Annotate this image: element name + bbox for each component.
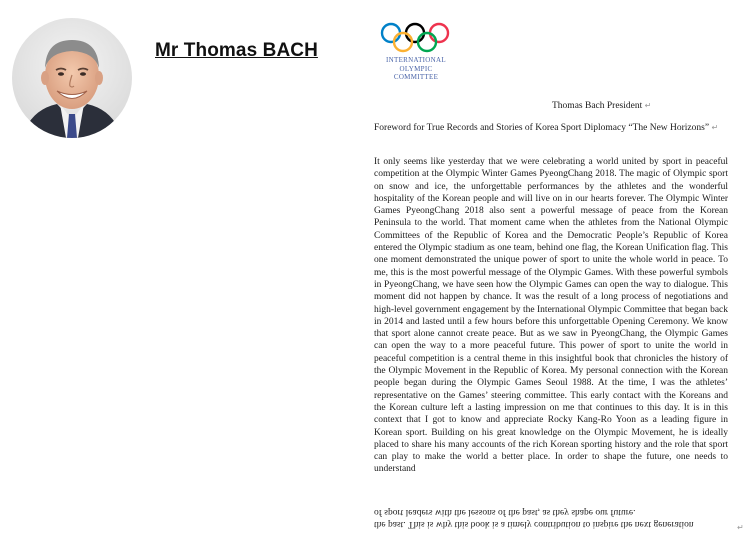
ioc-wordmark-line2: OLYMPIC	[399, 64, 433, 73]
ring-red	[430, 24, 448, 42]
ioc-wordmark-line3: COMMITTEE	[393, 73, 439, 81]
ring-black	[406, 24, 424, 42]
ioc-wordmark	[378, 56, 454, 82]
flipped-line-2: of sport leaders with the lessons of the past, as they shape our future.	[374, 507, 636, 517]
ring-green	[418, 33, 436, 51]
letter-title	[374, 122, 728, 135]
ioc-logo	[378, 22, 458, 92]
flipped-text-block	[374, 506, 728, 530]
flipped-line-1: the past. This is why this book is a timely contribution to inspire the next generation	[374, 519, 694, 529]
signature-text: Thomas Bach President	[552, 101, 643, 111]
paragraph-mark-icon: ↵	[711, 123, 719, 132]
paragraph-mark-icon: ↵	[644, 101, 652, 110]
portrait-photo	[12, 18, 132, 138]
paragraph-mark-icon: ↵	[737, 523, 744, 532]
letter-body-paragraph: It only seems like yesterday that we were celebrating a world united by sport in peaceful competition at the Olympic Winter Games PyeongChang 2018. The magic of Olympic sport on snow and ice, the unforgettable performances by the athletes and the wonderful hospitality of the Korean people and will live on in our hearts forever. The Olympic Winter Games PyeongChang 2018 also sent a powerful message of peace from the Korean Peninsula to the world. That moment came when the athletes from the National Olympic Committees of the Republic of Korea and the Democratic People’s Republic of Korea entered the Olympic stadium as one team, behind one flag, the Korean Unification flag. This one moment demonstrated the unique power of sport to unite the whole world in peace. To me, this is the most powerful message of the Olympic Games. With these powerful symbols in PyeongChang, we have seen how the Olympic Games can open the way to dialogue. This moment did not happen by chance. It was the result of a long process of negotiations and high-level government engagement by the International Olympic Committee that began back in 2014 and lasted until a few hours before this unforgettable Opening Ceremony. We know that sport alone cannot create peace. But as we saw in PyeongChang, the Olympic Games can open the way to a more peaceful future. This power of sport to unite the world in peaceful competition is a central theme in this insightful book that chronicles the history of the Olympic Movement in the Republic of Korea. My personal connection with the Korean people began during the Olympic Games Seoul 1988. At the time, I was the athletes’ representative on the Games’ steering committee. This early contact with the Koreans and the Korean culture left a lasting impression on me that continues to this day. It is in this context that I got to know and appreciate Rocky Kang-Ro Yoon as a leading figure in Korean sport. Building on his great knowledge on the Olympic Movement, he is ideally placed to share his many accounts of the rich Korean sporting history and the role that sport can play to make the world a better place. In order to shape the future, one needs to understand	[374, 157, 728, 475]
ring-yellow	[394, 33, 412, 51]
ioc-wordmark-line1: INTERNATIONAL	[386, 56, 446, 64]
olympic-rings-icon	[380, 22, 450, 54]
thomas-bach-portrait	[12, 18, 132, 138]
letter-title-text: Foreword for True Records and Stories of Korea Sport Diplomacy “The New Horizons”	[374, 123, 710, 133]
ring-blue	[382, 24, 400, 42]
person-name-heading: Mr Thomas BACH	[155, 40, 318, 61]
letter-signature	[552, 101, 651, 111]
